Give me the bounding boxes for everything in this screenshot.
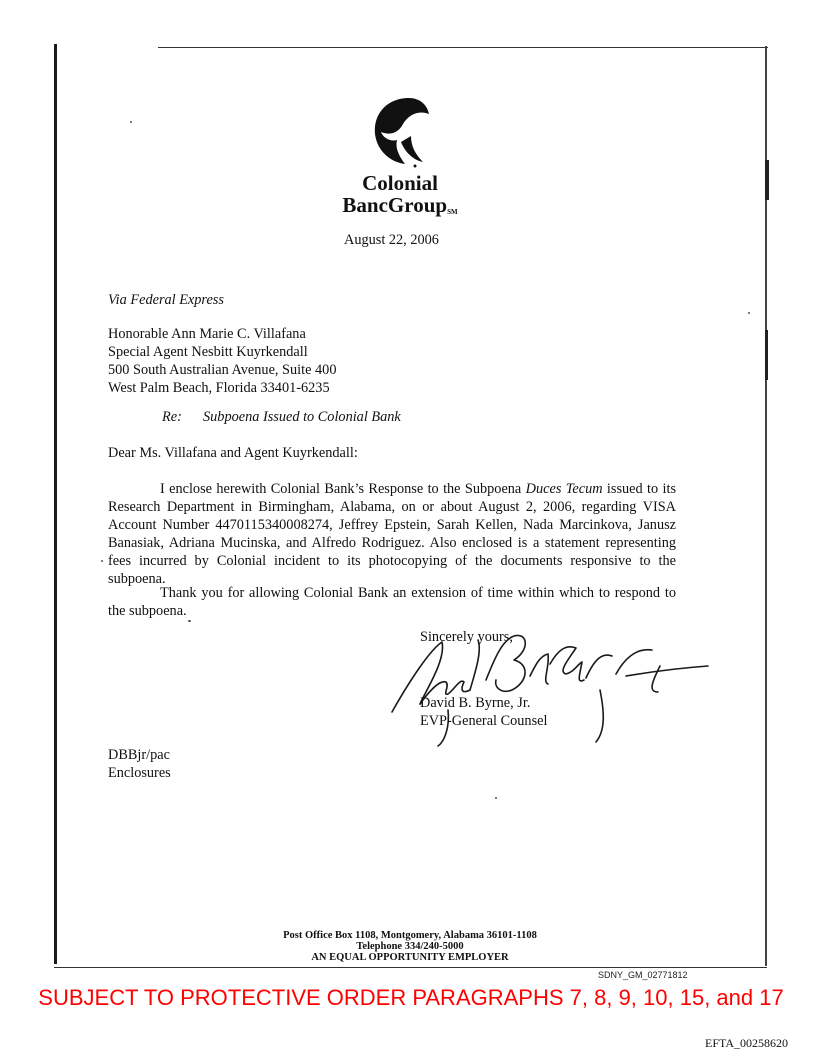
scan-mark-right: [765, 330, 768, 380]
footer-eoe: AN EQUAL OPPORTUNITY EMPLOYER: [311, 952, 509, 963]
scan-speck: [748, 312, 750, 314]
scan-speck: [188, 620, 191, 622]
scan-mark-right: [765, 160, 769, 200]
recipient-address: [108, 325, 336, 397]
re-label: Re:: [162, 409, 182, 425]
footer-address: Post Office Box 1108, Montgomery, Alabama 36101-1108: [283, 930, 537, 941]
handwritten-signature: [390, 620, 710, 750]
letter-date: August 22, 2006: [344, 232, 439, 248]
bates-number: SDNY_GM_02771812: [598, 970, 688, 980]
recipient-line: 500 South Australian Avenue, Suite 400: [108, 362, 337, 378]
signer-title: EVP-General Counsel: [420, 713, 548, 729]
closing: Sincerely yours,: [420, 629, 513, 645]
recipient-line: Special Agent Nesbitt Kuyrkendall: [108, 344, 308, 360]
footer-telephone: Telephone 334/240-5000: [356, 941, 464, 952]
company-name-line2: BancGroupSM: [342, 193, 458, 217]
recipient-line: West Palm Beach, Florida 33401-6235: [108, 380, 330, 396]
colonial-eagle-logo-icon: [365, 92, 435, 172]
scan-border-bottom: [54, 967, 767, 968]
signer-name: David B. Byrne, Jr.: [420, 695, 531, 711]
body-paragraph-2: Thank you for allowing Colonial Bank an extension of time within which to respond to the subpoena.: [108, 585, 676, 619]
scan-border-top: [158, 47, 768, 48]
protective-order-notice: SUBJECT TO PROTECTIVE ORDER PARAGRAPHS 7, 8, 9, 10, 15, and 17: [38, 985, 784, 1010]
scan-speck: [101, 560, 103, 562]
re-subject: Subpoena Issued to Colonial Bank: [203, 409, 401, 425]
efta-number: EFTA_00258620: [705, 1036, 789, 1050]
company-name-line1: Colonial: [362, 171, 438, 195]
letterhead: [330, 92, 470, 223]
letterhead-footer: [200, 930, 620, 963]
salutation: Dear Ms. Villafana and Agent Kuyrkendall:: [108, 445, 358, 461]
service-mark: SM: [447, 208, 458, 216]
recipient-line: Honorable Ann Marie C. Villafana: [108, 326, 306, 342]
scan-speck: [130, 121, 132, 123]
delivery-method: Via Federal Express: [108, 292, 224, 308]
reference-initials: DBBjr/pac: [108, 747, 170, 763]
enclosures-note: Enclosures: [108, 765, 171, 781]
scan-border-left: [54, 44, 57, 964]
scan-speck: [495, 797, 497, 799]
body-paragraph-1: I enclose herewith Colonial Bank’s Response to the Subpoena Duces Tecum issued to its Research Department in Birmingham, Alabama, on or about August 2, 2006, regarding VISA Account Number 4470115340008274, Jeffrey Epstein, Sarah Kellen, Nada Marcinkova, Janusz Banasiak, Adriana Mucinska, and Alfredo Rodriguez. Also enclosed is a statement representing fees incurred by Colonial incident to its photocopying of the documents responsive to the subpoena.: [108, 481, 677, 587]
duces-tecum: Duces Tecum: [525, 481, 603, 497]
